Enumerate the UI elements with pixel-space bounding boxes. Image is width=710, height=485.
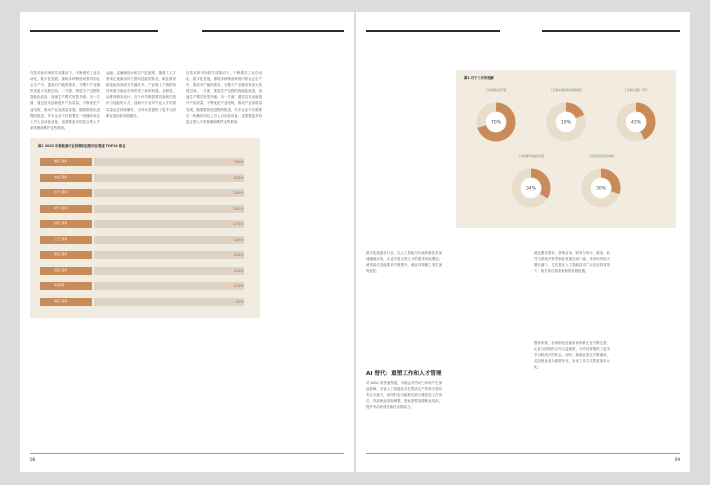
- bar-value-label: 201%: [233, 206, 244, 211]
- donut-svg: [474, 100, 518, 144]
- top-rule: [202, 30, 344, 32]
- donut-category-label: 工作是实现自我价值的途径: [550, 89, 582, 92]
- donut-value-label: 70%: [490, 120, 502, 126]
- bar-value-label: 132%: [233, 253, 244, 257]
- body-text-column: 在技术和市场的共同推动下，不断增长工业自动化、数字化发展，重构多种制造场景内的社会生产中，提高对产能的需求，为整个产业链带来更大发展空间。一方面，推进生产过程的智能化改造，加速生产模式转型升级；另一方面，通过技术创新提升产品质量，不断优化产业结构，推动产业高质量发展。随着数智化进程的推进，许多企业不仅需要在一线操作岗位上引入自动化设备，也需要更多的复合型人才来管理和维护这些系统。: [186, 71, 262, 124]
- bar-category-label: 电气工程师: [40, 205, 92, 213]
- bar: [94, 220, 244, 228]
- top-rule: [366, 30, 500, 32]
- donut-value-label: 19%: [560, 120, 572, 126]
- bar: [94, 174, 244, 182]
- donut-chart-panel: [456, 70, 676, 228]
- folio-rule: [30, 453, 344, 454]
- donut-category-label: 工作是社会责任的体现: [588, 155, 614, 158]
- bar-chart-panel: [30, 138, 260, 318]
- bar-category-label: 结构工程师: [40, 220, 92, 228]
- bar-value-label: 302%: [233, 175, 244, 180]
- bar-value-label: 738%: [233, 160, 244, 164]
- bar-category-label: 质量工程师: [40, 267, 92, 275]
- bar-row: [40, 205, 244, 213]
- page-number: 08: [30, 457, 36, 462]
- bar: [94, 205, 244, 213]
- donut-value-label: 30%: [595, 186, 607, 192]
- donut-chart: [509, 166, 553, 214]
- donut-category-label: 工作是提升技能的过程: [518, 155, 544, 158]
- bar: [94, 267, 244, 275]
- chart-title: 图1 2023 年新能源行业招聘职位数同比增速 TOP10 职业: [38, 144, 126, 148]
- body-text-column: 就业服务需求，营销业务，财务与审计，税务、软件与系统开发等职业发展空间广阔，未来仍有较大增长潜力，尤其是在人工智能技术广泛应用的背景下，相关岗位将迎来新的发展机遇。: [534, 251, 610, 274]
- body-text-column: 对 AIGC 的快速发展，可能会对劳动力市场产生深远影响。尽管人工智能技术在提高生产效率方面具有巨大潜力，但同时也可能取代部分重复性工作岗位，导致就业结构调整，因此需要加强职业培训，提升劳动者适应新技术的能力。: [366, 381, 442, 410]
- donut-chart: [544, 100, 588, 148]
- bar-value-label: 113%: [233, 284, 244, 288]
- bar: [94, 236, 244, 244]
- bar-row: [40, 251, 244, 259]
- donut-chart: [579, 166, 623, 214]
- body-text-column: 金融，以确保设计和生产匹配度。随着工人才需求正逐渐由体力型向技能型转变，职业教育和技能培训成为关键环节。产业链上下游的协同发展为就业市场带来了新的机遇，从制造、运维到研发设计，各个环节都需要具备相关知识与技能的人才，而新兴行业对专业人才的需求量也在持续攀升，为劳动者提供了更多元的职业选择和发展路径。: [106, 71, 176, 118]
- bar-category-label: 电池工程师: [40, 174, 92, 182]
- bar: [94, 298, 244, 306]
- donut-svg: [509, 166, 553, 210]
- body-text-column: 数字化渗透各行业，以人工智能为代表的新技术加速落地应用，企业对复合型人才的需求持续增加，使得岗位技能要求不断提升，就业结构随之发生深刻变化。: [366, 251, 442, 274]
- bar-value-label: 149%: [233, 237, 244, 242]
- bar-category-label: 项目经理: [40, 282, 92, 290]
- page-number: 09: [674, 457, 680, 462]
- donut-svg: [614, 100, 658, 144]
- bar: [94, 282, 244, 290]
- section-heading: AI 替代：重塑工作和人才管理: [366, 371, 442, 377]
- bar: [94, 158, 244, 166]
- donut-category-label: 工作是生活的一部分: [624, 89, 648, 92]
- bar-value-label: 249%: [233, 191, 244, 195]
- donut-value-label: 34%: [525, 186, 537, 192]
- bar-value-label: 173%: [233, 222, 244, 226]
- bar-category-label: 销售工程师: [40, 298, 92, 306]
- bar-row: [40, 189, 244, 197]
- bar-category-label: 测试工程师: [40, 251, 92, 259]
- bar-category-label: 光伏工程师: [40, 189, 92, 197]
- folio-rule: [366, 453, 680, 454]
- bar-row: [40, 174, 244, 182]
- chart-title: 图2 对于工作的理解: [464, 76, 494, 80]
- right-page: [356, 12, 690, 472]
- body-text-column: 在技术和市场的共同推动下，不断增长工业自动化、数字化发展，重构多种制造场景内的社会生产中，提高对产能的需求，为整个产业链带来更大发展空间。一方面，推进生产过程的智能化改造，加速生产模式转型升级；另一方面，通过技术创新提升产品质量，不断优化产业结构，推动产业高质量发展。随着数智化进程的推进，许多企业不仅需要在一线操作岗位上引入自动化设备，也需要更多的复合型人才来管理和维护这些系统。: [30, 71, 100, 130]
- top-rule: [542, 30, 680, 32]
- bar-row: [40, 298, 244, 306]
- top-rule: [30, 30, 158, 32]
- donut-value-label: 43%: [630, 120, 642, 126]
- left-page: [20, 12, 354, 472]
- bar-row: [40, 158, 244, 166]
- bar-row: [40, 236, 244, 244]
- bar-row: [40, 220, 244, 228]
- body-text-column: 整体来看，目前职业技能培训体系正在不断完善，企业与院校的合作日益紧密，为劳动者提供了更多学习和成长的机会。同时，新就业形态不断涌现，灵活就业成为重要补充，未来工作方式将更加多元化。: [534, 341, 610, 370]
- donut-category-label: 工作是谋生的手段: [485, 89, 507, 92]
- bar-row: [40, 282, 244, 290]
- donut-svg: [544, 100, 588, 144]
- donut-chart: [474, 100, 518, 148]
- donut-chart: [614, 100, 658, 148]
- bar: [94, 189, 244, 197]
- bar-category-label: 工艺工程师: [40, 236, 92, 244]
- donut-svg: [579, 166, 623, 210]
- bar-category-label: 储能工程师: [40, 158, 92, 166]
- bar: [94, 251, 244, 259]
- bar-value-label: 119%: [233, 268, 244, 273]
- bar-row: [40, 267, 244, 275]
- bar-value-label: 97%: [235, 299, 244, 304]
